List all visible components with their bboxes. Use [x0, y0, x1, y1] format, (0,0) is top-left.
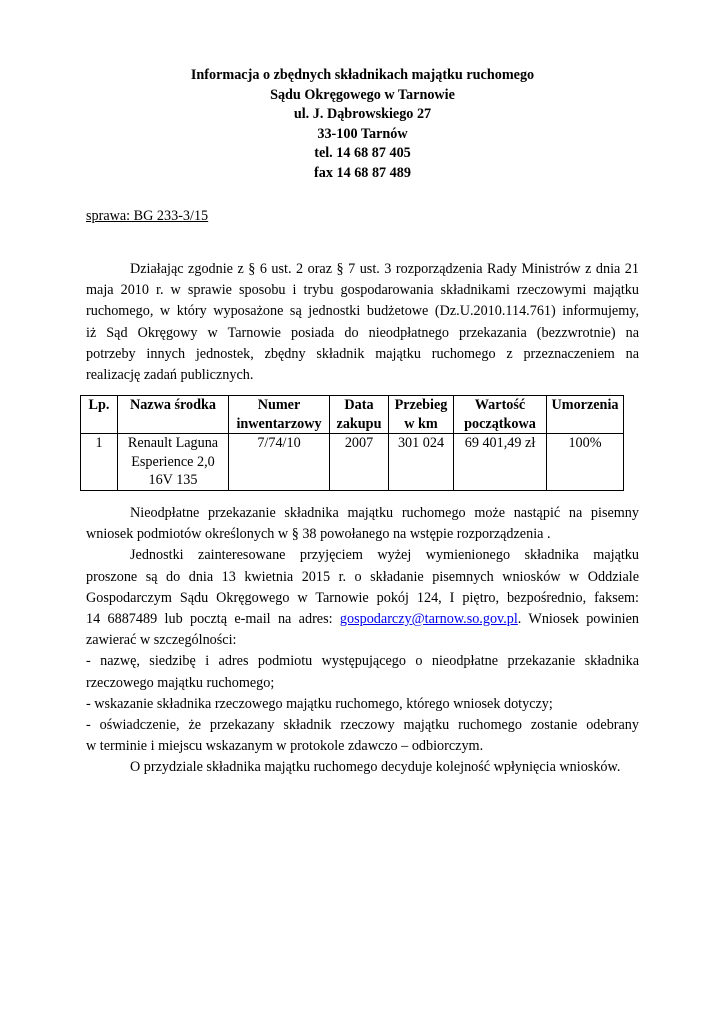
body-paragraph	[86, 503, 639, 778]
header-phone: tel. 14 68 87 405	[314, 145, 411, 162]
intro-line: realizację zadań publicznych.	[86, 366, 254, 383]
email-prefix: 14 6887489 lub pocztą e-mail na adres:	[86, 610, 340, 627]
col-data-line2: zakupu	[336, 415, 382, 432]
col-wartosc-line1: Wartość	[474, 397, 526, 413]
cell-nazwa-line3: 16V 135	[148, 472, 198, 488]
body-line: wniosek podmiotów określonych w § 38 powołanego na wstępie rozporządzenia .	[86, 526, 551, 543]
body-line: zawierać w szczególności:	[86, 632, 237, 649]
intro-paragraph	[86, 259, 639, 386]
body-line: w terminie i miejscu wskazanym w protokole zdawczo – odbiorczym.	[86, 738, 484, 755]
cell-wartosc: 69 401,49 zł	[454, 434, 547, 491]
col-data	[330, 396, 389, 434]
col-przebieg	[389, 396, 454, 434]
document-header	[86, 66, 639, 184]
body-line: Gospodarczym Sądu Okręgowego w Tarnowie pokój 124, I piętro, bezpośrednio, faksem:	[86, 589, 639, 606]
email-link[interactable]: gospodarczy@tarnow.so.gov.pl	[339, 610, 518, 627]
body-line: Nieodpłatne przekazanie składnika majątku ruchomego może nastąpić na pisemny	[130, 505, 639, 521]
col-numer-line2: inwentarzowy	[236, 415, 322, 432]
intro-line: iż Sąd Okręgowy w Tarnowie posiada do nieodpłatnego przekazania (bezzwrotnie) na	[86, 324, 639, 341]
col-przebieg-line1: Przebieg	[394, 397, 448, 413]
case-reference: sprawa: BG 233-3/15	[86, 208, 209, 224]
body-line-email	[86, 609, 639, 630]
intro-line: maja 2010 r. w sprawie sposobu i trybu gospodarowania składnikami rzeczowymi majątku	[86, 282, 639, 299]
body-line: rzeczowego majątku ruchomego;	[86, 674, 275, 691]
col-wartosc	[454, 396, 547, 434]
cell-lp: 1	[81, 434, 118, 491]
col-numer	[229, 396, 330, 434]
cell-nazwa-line1: Renault Laguna	[127, 435, 219, 451]
body-line: proszone są do dnia 13 kwietnia 2015 r. o składanie pisemnych wniosków w Oddziale	[86, 568, 639, 585]
header-postcode: 33-100 Tarnów	[317, 125, 408, 142]
assets-table	[80, 395, 624, 491]
email-suffix: . Wniosek powinien	[517, 610, 640, 627]
col-data-line1: Data	[344, 397, 374, 413]
col-umorzenia: Umorzenia	[547, 396, 624, 434]
intro-line: ruchomego, w który wyposażone są jednostki budżetowe (Dz.U.2010.114.761) informujemy,	[86, 303, 639, 320]
intro-line: Działając zgodnie z § 6 ust. 2 oraz § 7 ust. 3 rozporządzenia Rady Ministrów z dnia 21	[130, 261, 639, 277]
cell-umorzenia: 100%	[547, 434, 624, 491]
header-fax: fax 14 68 87 489	[314, 164, 411, 181]
intro-line: potrzeby innych jednostek, zbędny składnik majątku ruchomego z przeznaczeniem na	[86, 345, 639, 362]
col-lp: Lp.	[81, 396, 118, 434]
body-line: - nazwę, siedzibę i adres podmiotu występującego o nieodpłatne przekazanie składnika	[86, 653, 639, 670]
header-title: Informacja o zbędnych składnikach majątku ruchomego	[190, 67, 535, 83]
cell-nazwa	[118, 434, 229, 491]
cell-data: 2007	[330, 434, 389, 491]
col-numer-line1: Numer	[257, 397, 301, 413]
header-street: ul. J. Dąbrowskiego 27	[293, 106, 432, 123]
cell-przebieg: 301 024	[389, 434, 454, 491]
body-line: O przydziale składnika majątku ruchomego decyduje kolejność wpłynięcia wniosków.	[130, 759, 621, 776]
col-wartosc-line2: początkowa	[464, 415, 536, 432]
col-nazwa: Nazwa środka	[118, 396, 229, 434]
body-line: Jednostki zainteresowane przyjęciem wyżej wymienionego składnika majątku	[130, 547, 639, 564]
table-row	[81, 434, 624, 491]
table-header-row	[81, 396, 624, 434]
body-line: - oświadczenie, że przekazany składnik rzeczowy majątku ruchomego zostanie odebrany	[86, 716, 639, 733]
body-line: - wskazanie składnika rzeczowego majątku ruchomego, którego wniosek dotyczy;	[86, 695, 553, 712]
cell-numer: 7/74/10	[229, 434, 330, 491]
cell-nazwa-line2: Esperience 2,0	[131, 453, 215, 470]
header-institution: Sądu Okręgowego w Tarnowie	[270, 86, 455, 103]
col-przebieg-line2: w km	[404, 415, 438, 432]
